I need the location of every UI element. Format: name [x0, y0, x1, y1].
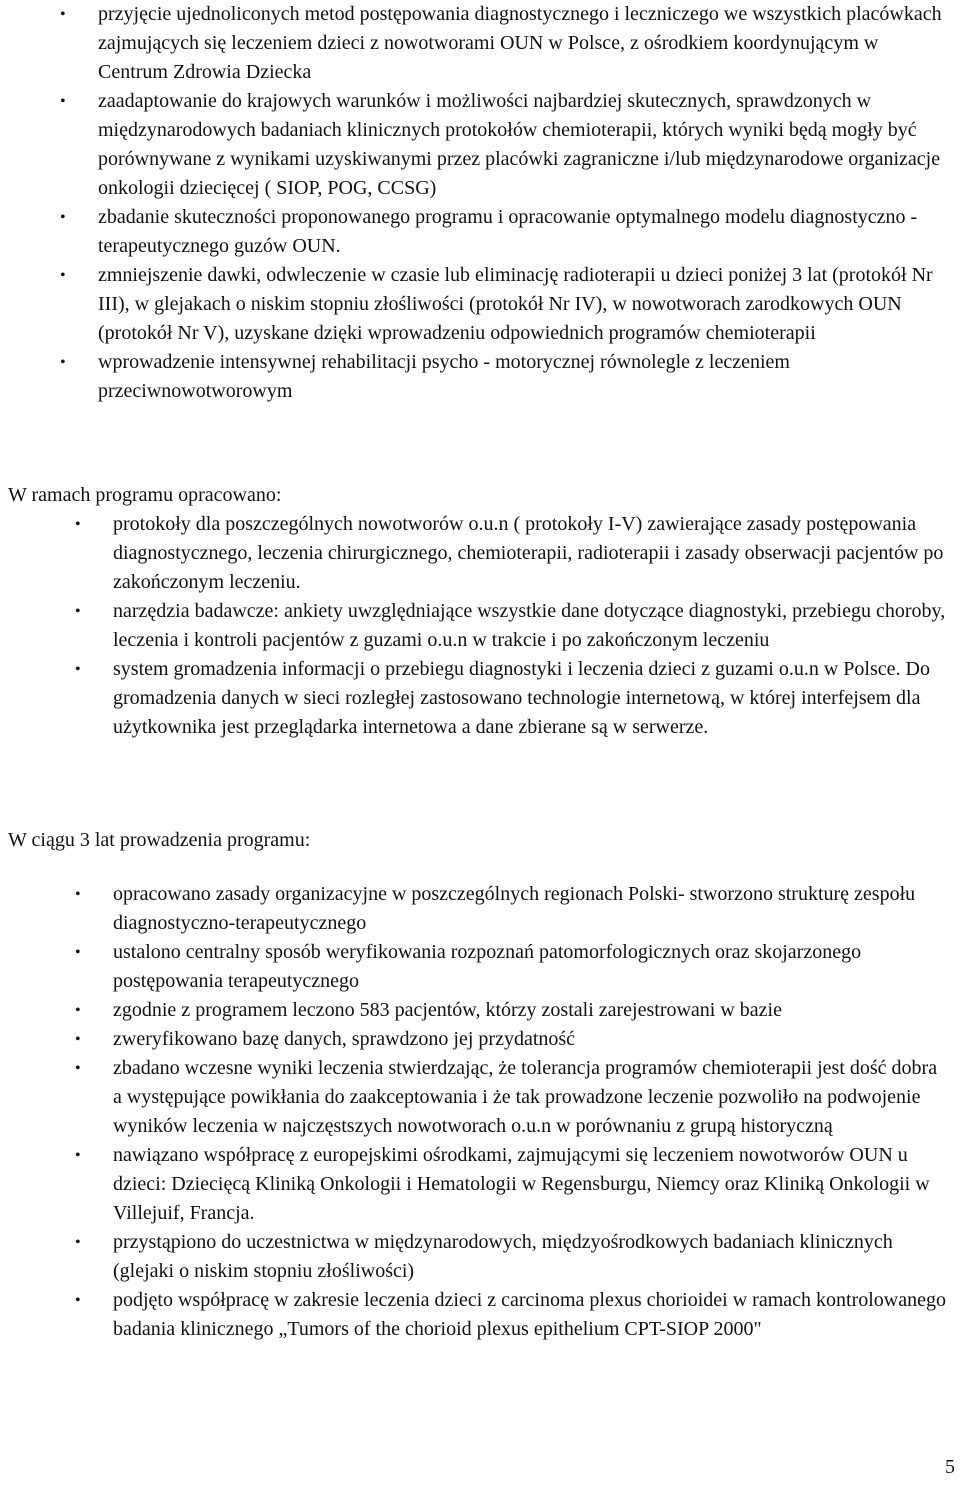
list-item: • zbadano wczesne wyniki leczenia stwierdzając, że tolerancja programów chemioterapii jest dość dobra a występujące powikłania do zaakceptowania i że tak prowadzone leczenie pozwoliło na podwojenie wyników leczenia w najczęstszych nowotworach o.u.n w porównaniu z grupą historyczną	[113, 1054, 948, 1141]
section-heading-three-years: W ciągu 3 lat prowadzenia programu:	[8, 829, 311, 851]
list-item: • zgodnie z programem leczono 583 pacjentów, którzy zostali zarejestrowani w bazie	[113, 996, 948, 1025]
three-years-bullet-list	[113, 880, 948, 1344]
list-item: • zbadanie skuteczności proponowanego programu i opracowanie optymalnego modelu diagnostyczno - terapeutycznego guzów OUN.	[98, 203, 943, 261]
list-item: • system gromadzenia informacji o przebiegu diagnostyki i leczenia dzieci z guzami o.u.n w Polsce. Do gromadzenia danych w sieci rozległej zastosowano technologie internetową, w której interfejsem dla użytkownika jest przeglądarka internetowa a dane zbierane są w serwerze.	[113, 655, 948, 742]
list-item: • przystąpiono do uczestnictwa w międzynarodowych, międzyośrodkowych badaniach klinicznych (glejaki o niskim stopniu złośliwości)	[113, 1228, 948, 1286]
list-item: • podjęto współpracę w zakresie leczenia dzieci z carcinoma plexus chorioidei w ramach kontrolowanego badania klinicznego „Tumors of the chorioid plexus epithelium CPT-SIOP 2000"	[113, 1286, 948, 1344]
list-item: • zmniejszenie dawki, odwleczenie w czasie lub eliminację radioterapii u dzieci poniżej 3 lat (protokół Nr III), w glejakach o niskim stopniu złośliwości (protokół Nr IV), w nowotworach zarodkowych OUN (protokół Nr V), uzyskane dzięki wprowadzeniu odpowiednich programów chemioterapii	[98, 261, 943, 348]
list-item: • zaadaptowanie do krajowych warunków i możliwości najbardziej skutecznych, sprawdzonych w międzynarodowych badaniach klinicznych protokołów chemioterapii, których wyniki będą mogły być porównywane z wynikami uzyskiwanymi przez placówki zagraniczne i/lub międzynarodowe organizacje onkologii dziecięcej ( SIOP, POG, CCSG)	[98, 87, 943, 203]
developed-bullet-list	[113, 510, 948, 742]
list-item: • zweryfikowano bazę danych, sprawdzono jej przydatność	[113, 1025, 948, 1054]
list-item: • protokoły dla poszczególnych nowotworów o.u.n ( protokoły I-V) zawierające zasady postępowania diagnostycznego, leczenia chirurgicznego, chemioterapii, radioterapii i zasady obserwacji pacjentów po zakończonym leczeniu.	[113, 510, 948, 597]
intro-bullet-list	[98, 0, 943, 406]
list-item: • wprowadzenie intensywnej rehabilitacji psycho - motorycznej równolegle z leczeniem przeciwnowotworowym	[98, 348, 943, 406]
page-number: 5	[945, 1456, 955, 1478]
list-item: • przyjęcie ujednoliconych metod postępowania diagnostycznego i leczniczego we wszystkich placówkach zajmujących się leczeniem dzieci z nowotworami OUN w Polsce, z ośrodkiem koordynującym w Centrum Zdrowia Dziecka	[98, 0, 943, 87]
list-item: • narzędzia badawcze: ankiety uwzględniające wszystkie dane dotyczące diagnostyki, przebiegu choroby, leczenia i kontroli pacjentów z guzami o.u.n w trakcie i po zakończonym leczeniu	[113, 597, 948, 655]
section-heading-developed: W ramach programu opracowano:	[8, 484, 282, 506]
list-item: • opracowano zasady organizacyjne w poszczególnych regionach Polski- stworzono strukturę zespołu diagnostyczno-terapeutycznego	[113, 880, 948, 938]
list-item: • ustalono centralny sposób weryfikowania rozpoznań patomorfologicznych oraz skojarzonego postępowania terapeutycznego	[113, 938, 948, 996]
list-item: • nawiązano współpracę z europejskimi ośrodkami, zajmującymi się leczeniem nowotworów OUN u dzieci: Dziecięcą Kliniką Onkologii i Hematologii w Regensburgu, Niemcy oraz Kliniką Onkologii w Villejuif, Francja.	[113, 1141, 948, 1228]
